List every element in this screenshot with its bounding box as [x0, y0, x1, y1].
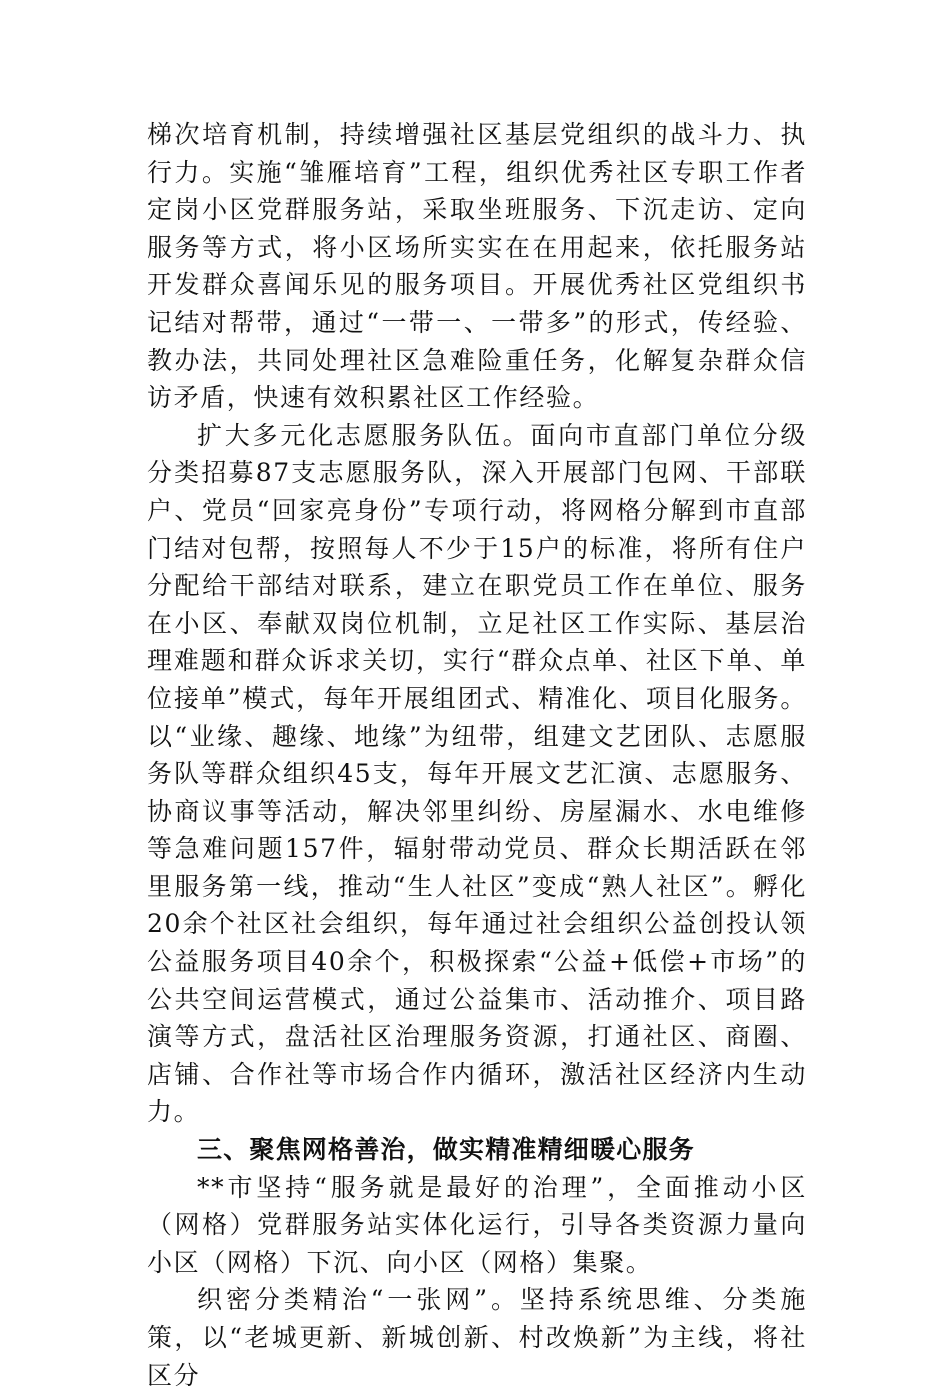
- paragraph-classification: 织密分类精治“一张网”。坚持系统思维、分类施策，以“老城更新、新城创新、村改焕新”为主线，将社区分: [147, 1285, 807, 1390]
- paragraph-grid-service: **市坚持“服务就是最好的治理”，全面推动小区（网格）党群服务站实体化运行，引导各类资源力量向小区（网格）下沉、向小区（网格）集聚。: [147, 1172, 807, 1277]
- paragraph-continuation: 梯次培育机制，持续增强社区基层党组织的战斗力、执行力。实施“雏雁培育”工程，组织优秀社区专职工作者定岗小区党群服务站，采取坐班服务、下沉走访、定向服务等方式，将小区场所实实在在用起来，依托服务站开发群众喜闻乐见的服务项目。开展优秀社区党组织书记结对帮带，通过“一带一、一带多”的形式，传经验、教办法，共同处理社区急难险重任务，化解复杂群众信访矛盾，快速有效积累社区工作经验。: [147, 120, 807, 413]
- paragraph-volunteer-teams: 扩大多元化志愿服务队伍。面向市直部门单位分级分类招募87支志愿服务队，深入开展部门包网、干部联户、党员“回家亮身份”专项行动，将网格分解到市直部门结对包帮，按照每人不少于15户的标准，将所有住户分配给干部结对联系，建立在职党员工作在单位、服务在小区、奉献双岗位机制，立足社区工作实际、基层治理难题和群众诉求关切，实行“群众点单、社区下单、单位接单”模式，每年开展组团式、精准化、项目化服务。以“业缘、趣缘、地缘”为纽带，组建文艺团队、志愿服务队等群众组织45支，每年开展文艺汇演、志愿服务、协商议事等活动，解决邻里纠纷、房屋漏水、水电维修等急难问题157件，辐射带动党员、群众长期活跃在邻里服务第一线，推动“生人社区”变成“熟人社区”。孵化20余个社区社会组织，每年通过社会组织公益创投认领公益服务项目40余个，积极探索“公益+低偿+市场”的公共空间运营模式，通过公益集市、活动推介、项目路演等方式，盘活社区治理服务资源，打通社区、商圈、店铺、合作社等市场合作内循环，激活社区经济内生动力。: [147, 420, 807, 1127]
- document-body: [147, 116, 807, 1394]
- section-heading: 三、聚焦网格善治，做实精准精细暖心服务: [197, 1135, 695, 1165]
